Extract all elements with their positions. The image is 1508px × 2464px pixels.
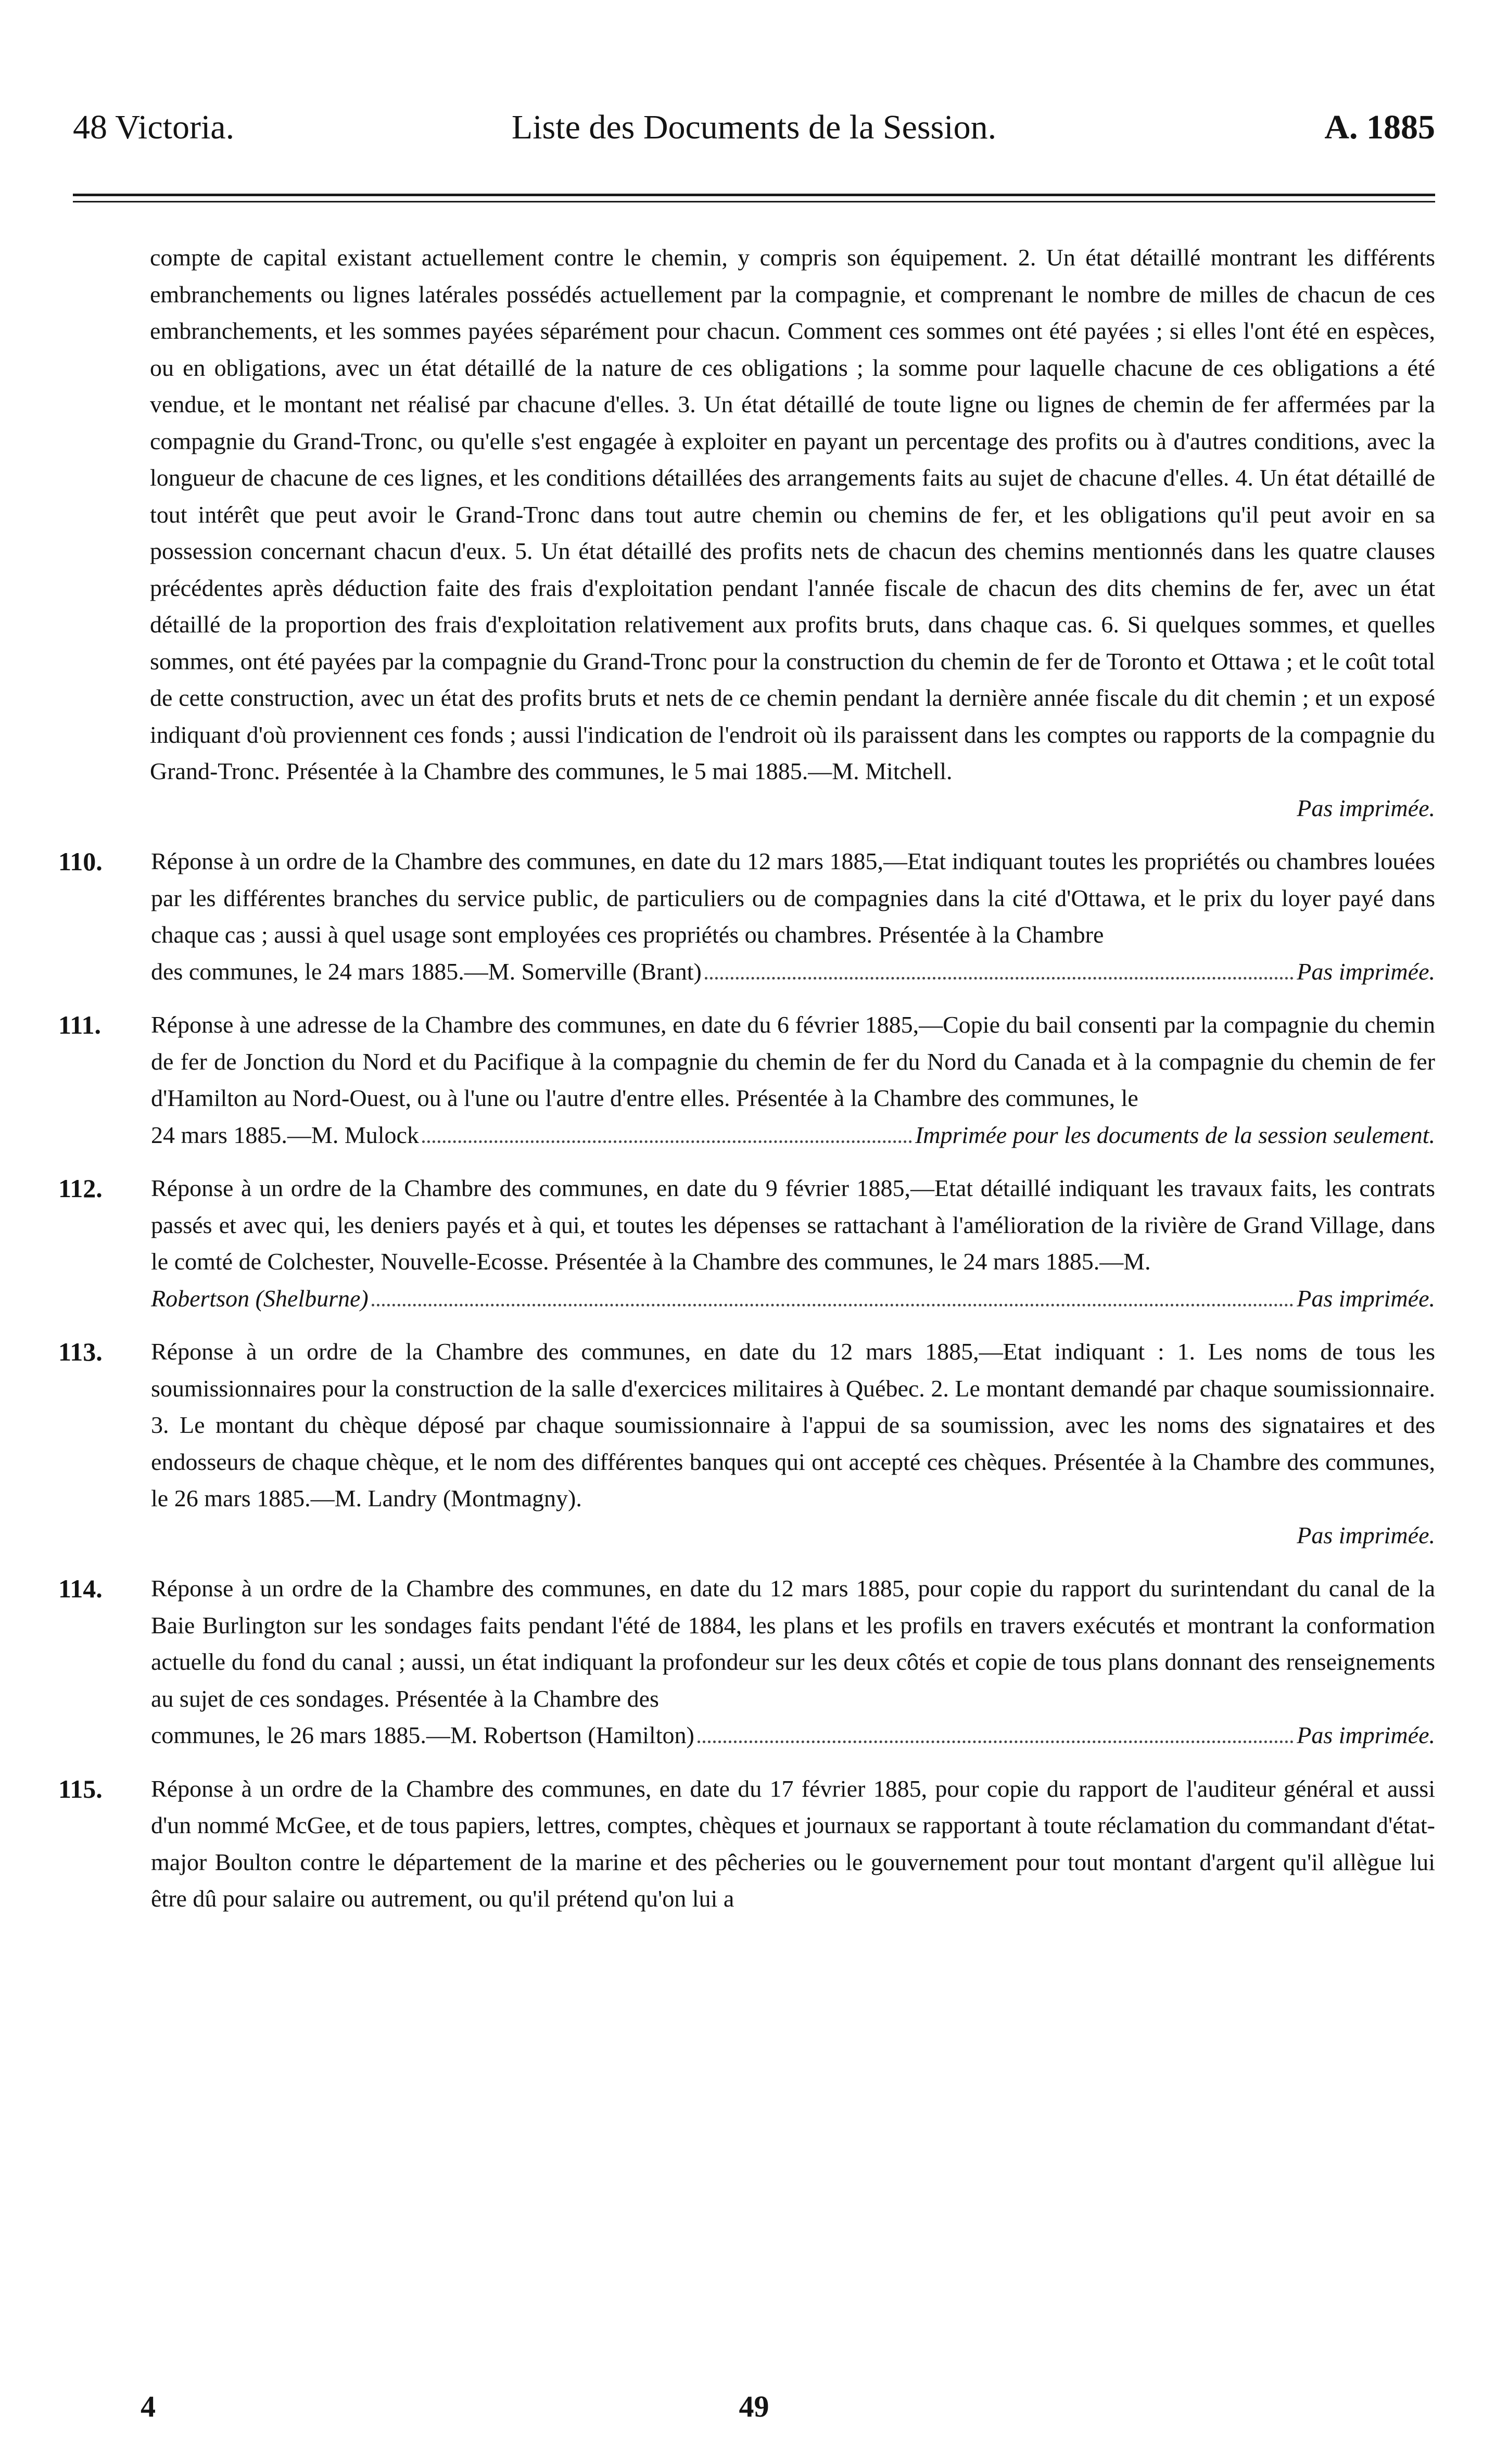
entry-text: Réponse à un ordre de la Chambre des communes, en date du 9 février 1885,—Etat détaillé indiquant les travaux faits, les contrats passés et avec qui, les deniers payés et à qui, et toutes les dépenses se rattachant à l'amélioration de la rivière de Grand Village, dans le comté de Colchester, Nouvelle-Ecosse. Présentée à la Chambre des communes, le 24 mars 1885.—M. — [151, 1175, 1435, 1275]
entry-number: 111. — [58, 1010, 101, 1039]
dot-leader — [705, 977, 1294, 980]
header-year: A. 1885 — [1324, 108, 1435, 146]
running-header — [73, 99, 1435, 156]
entry-113 — [58, 1333, 1435, 1554]
page-footer — [0, 2389, 1508, 2431]
entry-status: Pas imprimée. — [1297, 1521, 1435, 1548]
dot-leader — [422, 1140, 912, 1143]
header-title: Liste des Documents de la Session. — [511, 108, 997, 146]
continued-entry-status: Pas imprimée. — [1297, 794, 1435, 821]
entry-lastline: Robertson (Shelburne) — [151, 1285, 369, 1312]
entry-lastline: des communes, le 24 mars 1885.—M. Somerville (Brant) — [151, 958, 702, 985]
entry-115 — [58, 1771, 1435, 1917]
signature-mark: 4 — [141, 2390, 156, 2423]
continued-entry-text: compte de capital existant actuellement contre le chemin, y compris son équipement. 2. Un état détaillé montrant les différents embranchements ou lignes latérales possédés actuellement par la compagnie, et comprenant le nombre de milles de chacun de ces embranchements, et les sommes payées séparément pour chacun. Comment ces sommes ont été payées ; si elles l'ont été en espèces, ou en obligations, avec un état détaillé de la nature de ces obligations ; la somme pour laquelle chacune de ces obligations a été vendue, et le montant net réalisé par chacune d'elles. 3. Un état détaillé de toute ligne ou lignes de chemin de fer affermées par la compagnie du Grand-Tronc, ou qu'elle s'est engagée à exploiter en payant un percentage des profits ou à d'autres conditions, avec la longueur de chacune de ces lignes, et les conditions détaillées des arrangements faits au sujet de chacune d'elles. 4. Un état détaillé de tout intérêt que peut avoir le Grand-Tronc dans tout autre chemin ou chemins de fer, et les obligations qu'il peut avoir en sa possession concernant chacun d'eux. 5. Un état détaillé des profits nets de chacun des chemins mentionnés dans les quatre clauses précédentes après déduction faite des frais d'exploitation pendant l'année fiscale de chacun des dits chemins de fer, avec un état détaillé de la proportion des frais d'exploitation relativement aux profits bruts, dans chaque cas. 6. Si quelques sommes, et quelles sommes, ont été payées par la compagnie du Grand-Tronc pour la construction du chemin de fer de Toronto et Ottawa ; et le coût total de cette construction, avec un état des profits bruts et nets de ce chemin pendant la dernière année fiscale du dit chemin ; et un exposé indiquant d'où proviennent ces fonds ; aussi l'indication de l'endroit où ils paraissent dans les comptes ou rapports de la compagnie du Grand-Tronc. Présentée à la Chambre des communes, le 5 mai 1885.—M. Mitchell. — [150, 244, 1435, 784]
entry-110 — [58, 843, 1435, 990]
entry-text: Réponse à un ordre de la Chambre des communes, en date du 17 février 1885, pour copie du rapport de l'auditeur général et aussi d'un nommé McGee, et de tous papiers, lettres, comptes, chèques et journaux se rapportant à toute réclamation du commandant d'état-major Boulton contre le département de la marine et des pêcheries ou le gouvernement pour tout montant d'argent qu'il allègue lui être dû pour salaire ou autrement, ou qu'il prétend qu'on lui a — [151, 1775, 1435, 1912]
page-body — [58, 239, 1435, 1917]
entry-lastline: 24 mars 1885.—M. Mulock — [151, 1121, 419, 1148]
entry-status: Pas imprimée. — [1297, 1722, 1435, 1748]
page-number: 49 — [739, 2390, 769, 2423]
entry-text: Réponse à un ordre de la Chambre des communes, en date du 12 mars 1885,—Etat indiquant toutes les propriétés ou chambres louées par les différentes branches du service public, de particuliers ou de compagnies dans la cité d'Ottawa, et le prix du loyer payé dans chaque cas ; aussi à quel usage sont employées ces propriétés ou chambres. Présentée à la Chambre — [151, 848, 1435, 948]
dot-leader — [372, 1304, 1294, 1306]
entry-number: 112. — [58, 1174, 103, 1203]
entry-111 — [58, 1007, 1435, 1153]
entry-status: Pas imprimée. — [1297, 1285, 1435, 1312]
entry-number: 110. — [58, 847, 103, 876]
entry-status: Pas imprimée. — [1297, 958, 1435, 985]
entry-number: 114. — [58, 1574, 103, 1603]
entry-number: 115. — [58, 1774, 103, 1803]
dot-leader — [698, 1741, 1294, 1743]
entry-lastline: communes, le 26 mars 1885.—M. Robertson (Hamilton) — [151, 1722, 694, 1748]
header-rule-thin — [73, 201, 1435, 202]
entry-text: Réponse à un ordre de la Chambre des communes, en date du 12 mars 1885,—Etat indiquant : 1. Les noms de tous les soumissionnaires pour la construction de la salle d'exercices militaires à Québec. 2. Le montant demandé par chaque soumissionnaire. 3. Le montant du chèque déposé par chaque soumissionnaire à l'appui de sa soumission, avec les noms des signataires et des endosseurs de chaque chèque, et le nom des différentes banques qui ont accepté ces chèques. Présentée à la Chambre des communes, le 26 mars 1885.—M. Landry (Montmagny). — [151, 1338, 1435, 1512]
entry-status: Imprimée pour les documents de la session seulement. — [915, 1121, 1435, 1148]
entry-number: 113. — [58, 1337, 103, 1366]
header-rule-thick — [73, 194, 1435, 196]
header-volume: 48 Victoria. — [73, 108, 235, 146]
entry-text: Réponse à une adresse de la Chambre des communes, en date du 6 février 1885,—Copie du bail consenti par la compagnie du chemin de fer de Jonction du Nord et du Pacifique à la compagnie du chemin de fer du Nord du Canada et à la compagnie du chemin de fer d'Hamilton au Nord-Ouest, ou à l'une ou l'autre d'entre elles. Présentée à la Chambre des communes, le — [151, 1011, 1435, 1111]
entry-114 — [58, 1570, 1435, 1754]
entry-text: Réponse à un ordre de la Chambre des communes, en date du 12 mars 1885, pour copie du rapport du surintendant du canal de la Baie Burlington sur les sondages faits pendant l'été de 1884, les plans et les profils en travers exécutés et montrant la conformation actuelle du fond du canal ; aussi, un état indiquant la profondeur sur les deux côtés et copie de tous plans donnant des renseignements au sujet de ces sondages. Présentée à la Chambre des — [151, 1575, 1435, 1712]
entry-112 — [58, 1170, 1435, 1317]
